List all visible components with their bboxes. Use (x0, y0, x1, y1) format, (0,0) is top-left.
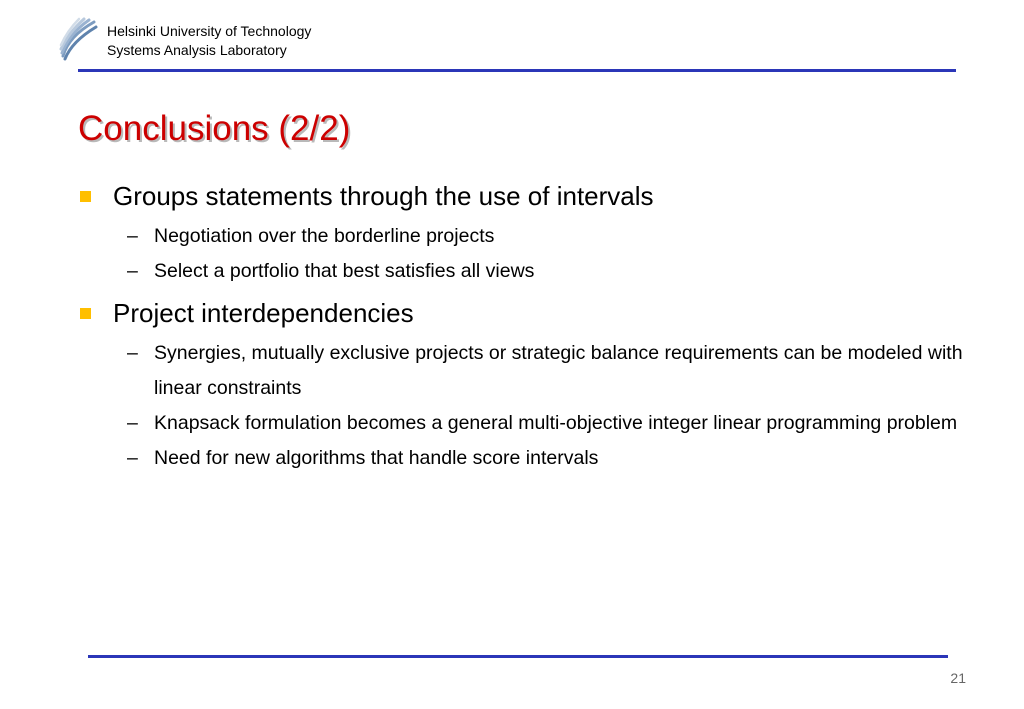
bullet-2-sublist (78, 336, 1008, 476)
bullet-text: Project interdependencies (113, 298, 414, 328)
dash-icon: – (127, 260, 138, 282)
subitem-text: Select a portfolio that best satisfies all views (154, 260, 535, 282)
institution-line-1: Helsinki University of Technology (107, 23, 312, 39)
subitem-knapsack (78, 406, 1008, 441)
page-number: 21 (950, 670, 966, 686)
subitem-negotiation (78, 219, 1008, 254)
subitem-text: Knapsack formulation becomes a general multi-objective integer linear programming problem (154, 412, 958, 434)
subitem-text: Negotiation over the borderline projects (154, 225, 495, 247)
institution-name (107, 22, 311, 60)
subitem-text: Synergies, mutually exclusive projects or strategic balance requirements can be modeled with linear constraints (154, 342, 963, 399)
hut-logo-icon (56, 14, 100, 62)
bullet-1-sublist (78, 219, 1008, 289)
bullet-project-interdependencies (78, 295, 1008, 331)
subitem-select-portfolio (78, 254, 1008, 289)
bullet-square-icon (80, 191, 91, 202)
dash-icon: – (127, 342, 138, 364)
subitem-synergies (78, 336, 1008, 406)
footer-divider (88, 655, 948, 658)
institution-line-2: Systems Analysis Laboratory (107, 42, 287, 58)
header-divider (78, 69, 956, 72)
dash-icon: – (127, 225, 138, 247)
dash-icon: – (127, 412, 138, 434)
bullet-text: Groups statements through the use of intervals (113, 181, 654, 211)
slide-content (78, 178, 1008, 482)
subitem-algorithms (78, 441, 1008, 476)
slide-title: Conclusions (2/2) (78, 109, 351, 148)
dash-icon: – (127, 447, 138, 469)
bullet-square-icon (80, 308, 91, 319)
subitem-text: Need for new algorithms that handle score intervals (154, 447, 599, 469)
bullet-groups-statements (78, 178, 1008, 214)
